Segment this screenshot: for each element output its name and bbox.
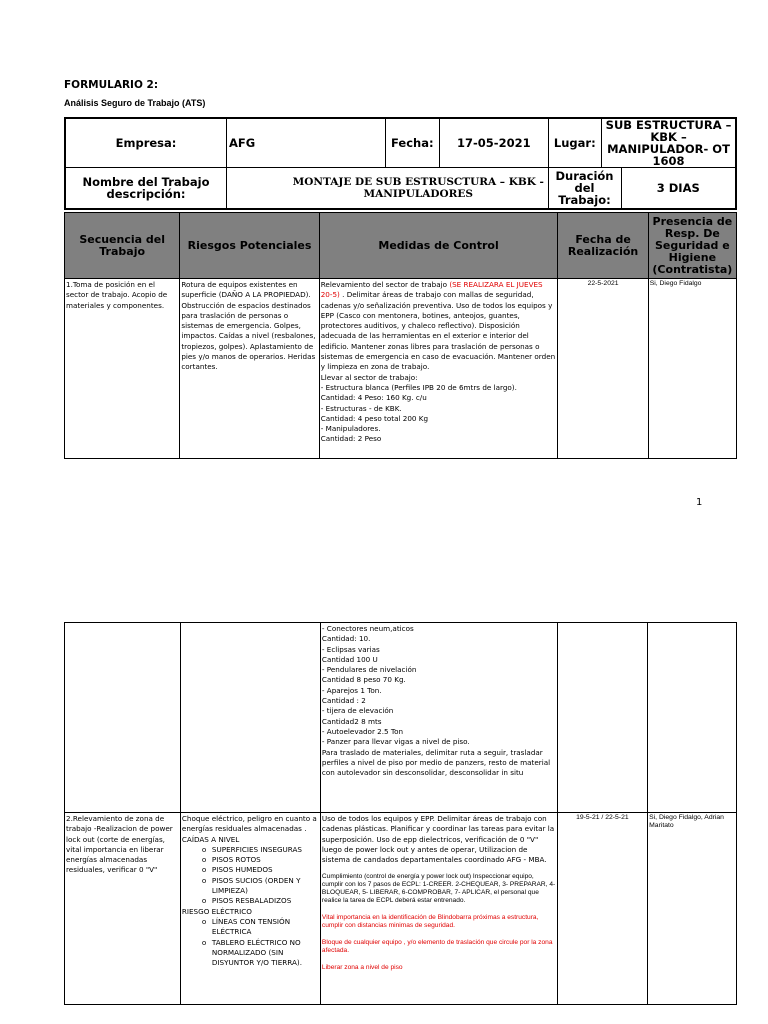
row1-medidas-red: (SE REALIZARA EL JUEVES 20-5) bbox=[320, 280, 543, 300]
header-table bbox=[64, 117, 737, 210]
row2-medidas-red2: Bloque de cualquier equipo , y/o elemento de traslación que circule por la zona afectada. bbox=[321, 939, 553, 955]
cont-medidas bbox=[320, 623, 557, 813]
row1-medidas-line: - Manipuladores. bbox=[320, 424, 381, 434]
row2-riesgos-mid: RIESGO ELÉCTRICO bbox=[181, 906, 252, 916]
list-item bbox=[182, 938, 319, 969]
empresa-label: Empresa: bbox=[65, 118, 227, 168]
row1-medidas bbox=[319, 279, 558, 459]
list-item bbox=[182, 876, 319, 897]
bullet-icon: o bbox=[201, 844, 207, 854]
cont-medidas-line: Cantidad : 2 bbox=[321, 696, 366, 706]
duracion-value: 3 DIAS bbox=[656, 181, 700, 195]
fecha-value: 17-05-2021 bbox=[440, 118, 548, 168]
row1-secuencia: 1.Toma de posición en el sector de trabajo. Acopio de materiales y componentes. bbox=[65, 279, 180, 459]
cont-medidas-line: - tijera de elevación bbox=[321, 706, 394, 716]
row1-presencia: Si, Diego Fidalgo bbox=[648, 279, 736, 459]
duracion-cell bbox=[548, 168, 736, 210]
list-item-label: LÍNEAS CON TENSIÓN ELÉCTRICA bbox=[211, 916, 291, 937]
bullet-icon: o bbox=[201, 865, 207, 875]
list-item-label: PISOS ROTOS bbox=[211, 855, 261, 865]
bullet-icon: o bbox=[201, 896, 207, 906]
duracion-inner bbox=[549, 168, 736, 208]
list-item bbox=[182, 917, 319, 938]
cont-medidas-line: Cantidad2 8 mts bbox=[321, 716, 382, 726]
row1-medidas-line: - Estructuras - de KBK. bbox=[320, 403, 402, 413]
col-presencia-header: Presencia de Resp. De Seguridad e Higiene (Contratista) bbox=[648, 213, 736, 279]
row2-riesgos-intro: Choque eléctrico, peligro en cuanto a energías residuales almacenadas . CAÍDAS A NIVEL bbox=[181, 814, 317, 844]
list-item bbox=[182, 865, 319, 875]
nombre-label-text: Nombre del Trabajo descripción: bbox=[82, 175, 210, 201]
row2-medidas-lockout: Cumplimiento (control de energía y power lock out) Inspeccionar equipo, cumplir con los 7 pasos de ECPL: 1-CREER. 2-CHEQUEAR, 3- PREPARAR, 4- BLOQUEAR, 5- LIBERAR, 6-COMPROBAR, 7- APLICAR, el personal que realice la tarea de ECPL deberá estar entrenado. bbox=[321, 873, 556, 905]
cont-medidas-line: - Panzer para llevar vigas a nivel de piso. bbox=[321, 737, 470, 747]
cont-medidas-line: - Conectores neum,aticos bbox=[321, 624, 414, 633]
cont-medidas-line: - Eclipsas varias bbox=[321, 644, 380, 654]
row2-medidas-red3: Liberar zona a nivel de piso bbox=[321, 964, 403, 972]
lugar-label: Lugar: bbox=[548, 118, 602, 168]
list-item-label: PISOS SUCIOS (ORDEN Y LIMPIEZA) bbox=[211, 875, 301, 896]
table-row bbox=[65, 279, 737, 459]
row1-medidas-line: Cantidad: 2 Peso bbox=[320, 434, 382, 444]
cont-secuencia bbox=[65, 623, 181, 813]
col-medidas-header: Medidas de Control bbox=[319, 213, 558, 279]
bullet-icon: o bbox=[201, 916, 207, 926]
row1-medidas-a: Relevamiento del sector de trabajo bbox=[320, 280, 450, 289]
form-subtitle: Análisis Seguro de Trabajo (ATS) bbox=[64, 98, 206, 108]
row1-medidas-line: Llevar al sector de trabajo: bbox=[320, 372, 418, 382]
col-fecha-header: Fecha de Realización bbox=[558, 213, 648, 279]
list-item-label: SUPERFICIES INSEGURAS bbox=[211, 844, 302, 854]
list-item bbox=[182, 896, 319, 906]
ats-table-page2 bbox=[64, 622, 737, 1005]
cont-medidas-tail: Para traslado de materiales, delimitar ruta a seguir, trasladar perfiles a nivel de piso por medio de panzers, resto de material con autolevador sin desconsolidar, desconsolidar in situ bbox=[321, 747, 551, 778]
cont-fecha bbox=[557, 623, 648, 813]
cont-riesgos bbox=[180, 623, 320, 813]
list-item-label: PISOS HUMEDOS bbox=[211, 865, 273, 875]
list-item-label: PISOS RESBALADIZOS bbox=[211, 896, 292, 906]
list-item bbox=[182, 845, 319, 855]
row2-medidas-red1: Vital importancia en la identificación de Blindobarra próximas a estructura, cumplir con distancias minimas de seguridad. bbox=[321, 914, 539, 930]
empresa-value: AFG bbox=[227, 118, 386, 168]
row2-medidas-main: Uso de todos los equipos y EPP. Delimitar áreas de trabajo con cadenas plásticas. Planificar y coordinar las tareas para evitar la superposición. Uso de epp dielectricos, verificación de 0 "V" luego de power lock out y antes de operar, Utilizacion de sistema de candados departamentales coordinado AFG - MBA. bbox=[321, 814, 555, 865]
row1-medidas-line: - Estructura blanca (Perfiles IPB 20 de 6mtrs de largo). bbox=[320, 382, 517, 392]
col-riesgos-header: Riesgos Potenciales bbox=[180, 213, 319, 279]
col-secuencia-header: Secuencia del Trabajo bbox=[65, 213, 180, 279]
cont-presencia bbox=[648, 623, 737, 813]
ats-table-page1 bbox=[64, 212, 737, 459]
nombre-label bbox=[65, 168, 227, 210]
list-item bbox=[182, 855, 319, 865]
row1-riesgos: Rotura de equipos existentes en superficie (DAÑO A LA PROPIEDAD). Obstrucción de espacios destinados para traslación de personas o sistemas de emergencia. Golpes, impactos. Caídas a nivel (resbalones, tropiezos, golpes). Aplastamiento de pies y/o manos de operarios. Heridas cortantes. bbox=[180, 279, 319, 459]
nombre-value: MONTAJE DE SUB ESTRUSCTURA – KBK - MANIPULADORES bbox=[227, 168, 549, 210]
row2-secuencia: 2.Relevamiento de zona de trabajo -Realizacion de power lock out (corte de energías, vital importancia en liberar energías almacenadas residuales, verificar 0 "V" bbox=[65, 813, 181, 1005]
lugar-value: SUB ESTRUCTURA – KBK –MANIPULADOR- OT 1608 bbox=[602, 118, 736, 168]
row2-presencia: Si, Diego Fidalgo, Adrian Maritato bbox=[648, 813, 737, 1005]
cont-medidas-line: Cantidad: 10. bbox=[321, 634, 371, 644]
row1-medidas-line: Cantidad: 4 peso total 200 Kg bbox=[320, 413, 429, 423]
table-row bbox=[65, 813, 737, 1005]
bullet-icon: o bbox=[201, 875, 207, 885]
row2-medidas bbox=[320, 813, 557, 1005]
fecha-label: Fecha: bbox=[385, 118, 440, 168]
list-item-label: TABLERO ELÉCTRICO NO NORMALIZADO (SIN DISYUNTOR Y/O TIERRA). bbox=[211, 937, 302, 968]
bullet-icon: o bbox=[201, 937, 207, 947]
row1-medidas-line: Cantidad: 4 Peso: 160 Kg. c/u bbox=[320, 393, 427, 403]
riesgos-list-electrico bbox=[182, 917, 319, 968]
row1-medidas-b: . Delimitar áreas de trabajo con mallas de seguridad, cadenas y/o señalización preventiva. Uso de todos los equipos y EPP (Casco con mentonera, botines, anteojos, guantes, protectores auditivos, y chaleco reflectivo). Disposición adecuada de las herramientas en el exterior e interior del edificio. Mantener zonas libres para traslación de personas o sistemas de emergencia en caso de evacuación. Mantener orden y limpieza en zona de trabajo. bbox=[320, 290, 556, 372]
row1-fecha: 22-5-2021 bbox=[558, 279, 648, 459]
cont-medidas-line: - Aparejos 1 Ton. bbox=[321, 685, 382, 695]
page-number: 1 bbox=[696, 497, 703, 508]
cont-medidas-line: - Autoelevador 2.5 Ton bbox=[321, 726, 404, 736]
cont-medidas-line: Cantidad 8 peso 70 Kg. bbox=[321, 675, 406, 685]
row2-fecha: 19-5-21 / 22-5-21 bbox=[557, 813, 648, 1005]
duracion-label: Duración del Trabajo: bbox=[549, 168, 622, 208]
table-row bbox=[65, 623, 737, 813]
cont-medidas-line: - Pendulares de nivelación bbox=[321, 665, 417, 675]
row2-riesgos bbox=[180, 813, 320, 1005]
riesgos-list-caidas bbox=[182, 845, 319, 907]
cont-medidas-line: Cantidad 100 U bbox=[321, 654, 378, 664]
bullet-icon: o bbox=[201, 855, 207, 865]
form-title: FORMULARIO 2: bbox=[64, 79, 159, 91]
